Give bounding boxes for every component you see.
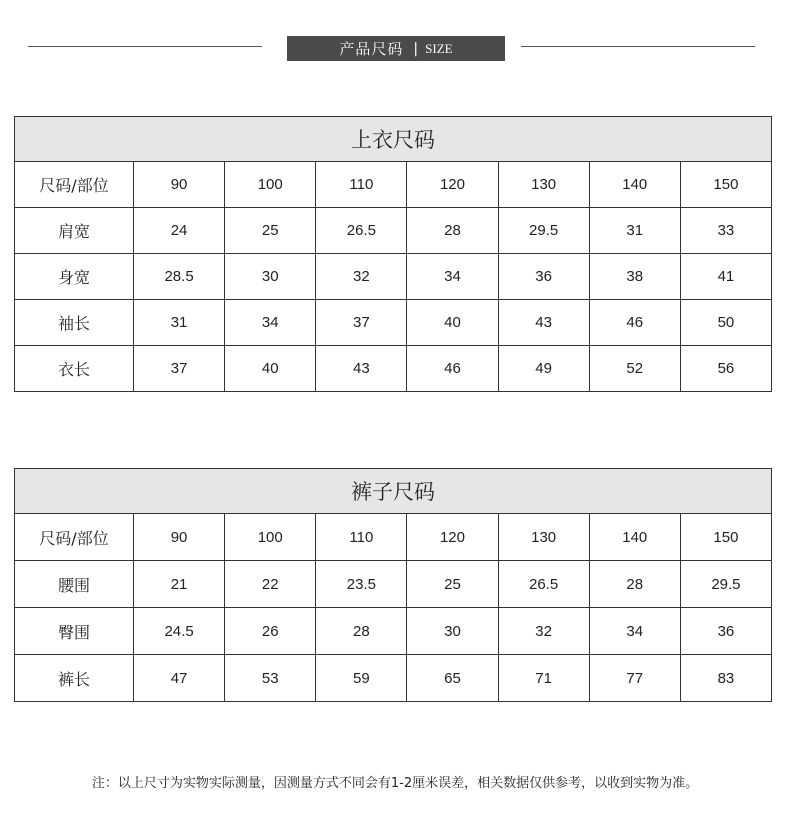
header-subtitle: SIZE <box>425 40 453 56</box>
measurement-value: 65 <box>407 655 498 702</box>
measurement-value: 38 <box>589 254 680 300</box>
table-title-row <box>15 469 772 514</box>
measurement-value: 50 <box>680 300 771 346</box>
measurement-value: 28 <box>407 208 498 254</box>
measurement-value: 52 <box>589 346 680 392</box>
table-row <box>15 608 772 655</box>
measurement-value: 59 <box>316 655 407 702</box>
measurement-value: 25 <box>407 561 498 608</box>
measurement-value: 77 <box>589 655 680 702</box>
measurement-value: 53 <box>225 655 316 702</box>
size-header-cell: 110 <box>316 514 407 561</box>
table-row <box>15 655 772 702</box>
measurement-value: 37 <box>134 346 225 392</box>
measurement-value: 31 <box>134 300 225 346</box>
size-note: 注：以上尺寸为实物实际测量，因测量方式不同会有1-2厘米误差，相关数据仅供参考，以收到实物为准。 <box>91 776 699 791</box>
measurement-value: 29.5 <box>498 208 589 254</box>
size-header-cell: 110 <box>316 162 407 208</box>
measurement-label: 衣长 <box>15 346 134 392</box>
measurement-value: 34 <box>407 254 498 300</box>
size-header-cell: 90 <box>134 162 225 208</box>
size-header-cell: 130 <box>498 162 589 208</box>
table-title: 上衣尺码 <box>15 117 772 162</box>
measurement-value: 28 <box>316 608 407 655</box>
size-header-cell: 140 <box>589 162 680 208</box>
size-header-row <box>15 514 772 561</box>
header-separator: | <box>413 40 420 57</box>
measurement-value: 41 <box>680 254 771 300</box>
size-header-cell: 150 <box>680 162 771 208</box>
measurement-value: 30 <box>407 608 498 655</box>
measurement-value: 36 <box>680 608 771 655</box>
measurement-value: 21 <box>134 561 225 608</box>
section-header <box>0 36 790 62</box>
header-divider-right <box>521 46 755 47</box>
measurement-value: 71 <box>498 655 589 702</box>
measurement-value: 26.5 <box>316 208 407 254</box>
measurement-value: 26 <box>225 608 316 655</box>
measurement-value: 37 <box>316 300 407 346</box>
measurement-label: 肩宽 <box>15 208 134 254</box>
measurement-value: 43 <box>498 300 589 346</box>
measurement-value: 33 <box>680 208 771 254</box>
bottom-size-table <box>14 468 772 702</box>
table-row <box>15 346 772 392</box>
measurement-value: 56 <box>680 346 771 392</box>
measurement-value: 23.5 <box>316 561 407 608</box>
measurement-value: 29.5 <box>680 561 771 608</box>
size-header-cell: 100 <box>225 514 316 561</box>
measurement-value: 36 <box>498 254 589 300</box>
table-row <box>15 208 772 254</box>
measurement-value: 34 <box>225 300 316 346</box>
size-header-cell: 150 <box>680 514 771 561</box>
header-title: 产品尺码 <box>339 40 404 58</box>
size-header-label: 尺码/部位 <box>15 162 134 208</box>
measurement-label: 裤长 <box>15 655 134 702</box>
table-title: 裤子尺码 <box>15 469 772 514</box>
header-badge <box>287 36 505 61</box>
measurement-value: 83 <box>680 655 771 702</box>
size-header-cell: 120 <box>407 162 498 208</box>
table-title-row <box>15 117 772 162</box>
top-size-table <box>14 116 772 392</box>
measurement-value: 46 <box>589 300 680 346</box>
size-header-cell: 130 <box>498 514 589 561</box>
size-header-cell: 90 <box>134 514 225 561</box>
table-row <box>15 300 772 346</box>
size-header-cell: 100 <box>225 162 316 208</box>
measurement-label: 腰围 <box>15 561 134 608</box>
measurement-value: 49 <box>498 346 589 392</box>
measurement-label: 身宽 <box>15 254 134 300</box>
measurement-value: 28 <box>589 561 680 608</box>
measurement-value: 32 <box>498 608 589 655</box>
measurement-value: 31 <box>589 208 680 254</box>
measurement-value: 30 <box>225 254 316 300</box>
measurement-label: 袖长 <box>15 300 134 346</box>
size-header-label: 尺码/部位 <box>15 514 134 561</box>
measurement-value: 22 <box>225 561 316 608</box>
measurement-value: 24 <box>134 208 225 254</box>
header-divider-left <box>28 46 262 47</box>
measurement-value: 47 <box>134 655 225 702</box>
size-header-cell: 140 <box>589 514 680 561</box>
size-header-cell: 120 <box>407 514 498 561</box>
measurement-label: 臀围 <box>15 608 134 655</box>
measurement-value: 26.5 <box>498 561 589 608</box>
measurement-value: 43 <box>316 346 407 392</box>
measurement-value: 40 <box>407 300 498 346</box>
table-row <box>15 254 772 300</box>
table-row <box>15 561 772 608</box>
measurement-value: 34 <box>589 608 680 655</box>
measurement-value: 40 <box>225 346 316 392</box>
measurement-value: 25 <box>225 208 316 254</box>
measurement-value: 24.5 <box>134 608 225 655</box>
measurement-value: 32 <box>316 254 407 300</box>
measurement-value: 28.5 <box>134 254 225 300</box>
measurement-value: 46 <box>407 346 498 392</box>
size-header-row <box>15 162 772 208</box>
